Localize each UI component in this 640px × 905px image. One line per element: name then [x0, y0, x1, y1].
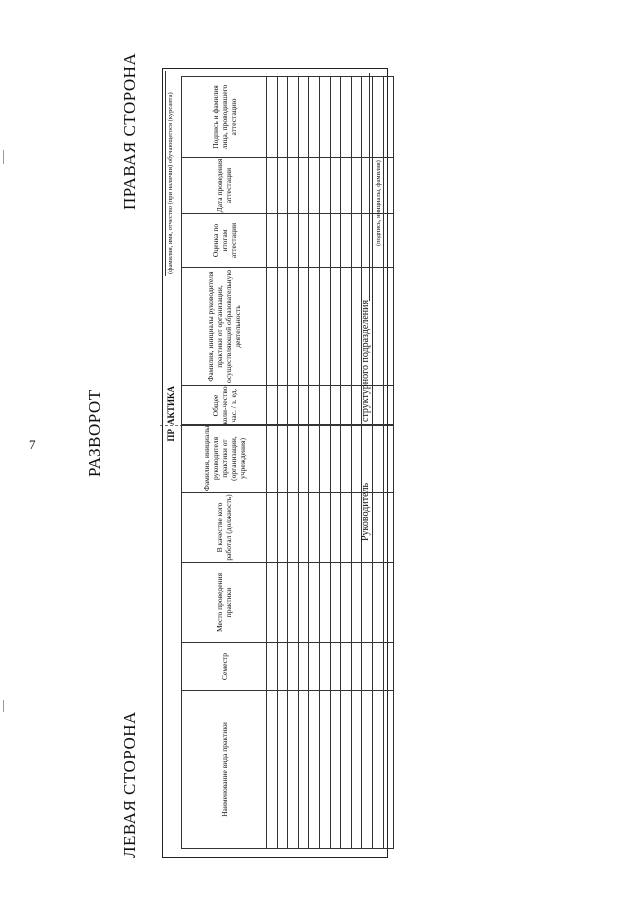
right-table-cell — [277, 386, 288, 426]
left-table-cell — [298, 643, 309, 691]
left-table-cell — [309, 425, 320, 493]
left-table-cell — [298, 493, 309, 563]
left-table-cell — [267, 691, 278, 849]
right-table-cell — [341, 386, 352, 426]
left-table-cell — [309, 691, 320, 849]
left-table-cell — [277, 691, 288, 849]
left-table-row — [341, 425, 352, 849]
left-table-cell — [267, 563, 278, 643]
right-table-cell — [309, 268, 320, 386]
right-table-cell — [267, 77, 278, 158]
left-table-cell — [362, 563, 373, 643]
right-table-cell — [288, 386, 299, 426]
col-total-hours: Общее коли-чество час. / з. ед. — [182, 386, 267, 426]
left-table-cell — [383, 425, 394, 493]
col-grade: Оценка по итогам аттестации — [182, 214, 267, 268]
right-side-title: ПРАВАЯ СТОРОНА — [120, 52, 139, 210]
student-caption: (фамилия, имя, отчество (при наличии) обучающегося (курсанта) — [167, 92, 174, 274]
left-table-row — [372, 425, 383, 849]
signature-caption: (подпись, инициалы, фамилия) — [375, 160, 382, 246]
left-table-cell — [277, 493, 288, 563]
right-table-cell — [372, 268, 383, 386]
left-table-cell — [277, 643, 288, 691]
col-org-supervisor: Фамилия, инициалы руководителя практики от (организации, учреждения) — [182, 425, 267, 493]
left-table-cell — [330, 563, 341, 643]
right-table-row — [330, 77, 341, 426]
right-table-cell — [372, 77, 383, 158]
left-table-cell — [267, 493, 278, 563]
spread-title: РАЗВОРОТ — [85, 389, 104, 477]
left-table-cell — [309, 643, 320, 691]
col-attestation-signature: Подпись и фамилия лица, проводившего аттестацию — [182, 77, 267, 158]
right-table-cell — [383, 386, 394, 426]
left-table-cell — [288, 493, 299, 563]
right-table-row — [372, 77, 383, 426]
left-page-frame — [162, 425, 388, 858]
right-table-cell — [288, 214, 299, 268]
left-table-cell — [330, 425, 341, 493]
left-table-cell — [372, 691, 383, 849]
right-table-cell — [341, 77, 352, 158]
page-number: 7 — [29, 437, 36, 452]
left-table-cell — [383, 691, 394, 849]
right-table-cell — [383, 158, 394, 214]
right-table-cell — [319, 268, 330, 386]
right-table-cell — [383, 214, 394, 268]
right-table-cell — [267, 386, 278, 426]
left-table-cell — [319, 493, 330, 563]
left-table-cell — [341, 425, 352, 493]
left-table-cell — [372, 643, 383, 691]
left-table-row — [309, 425, 320, 849]
left-table-cell — [288, 425, 299, 493]
right-table-cell — [341, 158, 352, 214]
footer-unit-text: структурного подразделения — [360, 299, 371, 422]
left-table-cell — [330, 643, 341, 691]
left-table-cell — [288, 643, 299, 691]
left-table-cell — [267, 643, 278, 691]
right-table-cell — [267, 214, 278, 268]
left-table-cell — [319, 563, 330, 643]
right-table-cell — [277, 158, 288, 214]
right-table-cell — [319, 386, 330, 426]
right-table-cell — [277, 268, 288, 386]
right-table-cell — [309, 214, 320, 268]
right-table-row — [319, 77, 330, 426]
left-table-cell — [319, 643, 330, 691]
right-table-cell — [351, 214, 362, 268]
right-table-row — [288, 77, 299, 426]
left-table-cell — [341, 563, 352, 643]
left-table-cell — [298, 425, 309, 493]
right-table-cell — [362, 77, 373, 158]
right-table-cell — [309, 77, 320, 158]
left-table-cell — [298, 563, 309, 643]
left-table-row — [277, 425, 288, 849]
left-table-cell — [341, 691, 352, 849]
col-edu-supervisor: Фамилия, инициалы руководителя практики от организации, осуществляющей образовательную деятельность — [182, 268, 267, 386]
right-table-cell — [309, 386, 320, 426]
right-table-row — [309, 77, 320, 426]
left-table-cell — [383, 493, 394, 563]
right-table-cell — [288, 158, 299, 214]
section-title-left: ПР — [166, 429, 176, 442]
left-table-cell — [309, 563, 320, 643]
left-table-cell — [362, 643, 373, 691]
right-table-row — [298, 77, 309, 426]
left-table-cell — [319, 425, 330, 493]
col-position: В качестве кого работал (должность) — [182, 493, 267, 563]
right-table-row — [267, 77, 278, 426]
left-table-header-row — [182, 425, 267, 849]
right-table-cell — [298, 386, 309, 426]
right-table-cell — [267, 158, 278, 214]
right-table-cell — [383, 77, 394, 158]
right-table-cell — [351, 77, 362, 158]
right-table-cell — [330, 158, 341, 214]
right-table-cell — [330, 77, 341, 158]
left-table-cell — [277, 563, 288, 643]
right-table-row — [383, 77, 394, 426]
right-table-cell — [319, 77, 330, 158]
right-table-cell — [267, 268, 278, 386]
right-table-cell — [330, 268, 341, 386]
left-table-cell — [288, 691, 299, 849]
right-table-cell — [372, 386, 383, 426]
left-table-row — [298, 425, 309, 849]
left-table-row — [267, 425, 278, 849]
left-table-cell — [319, 691, 330, 849]
left-table-cell — [341, 643, 352, 691]
col-practice-type: Наименование вида практики — [182, 691, 267, 849]
left-table-cell — [330, 691, 341, 849]
margin-mark — [3, 700, 4, 712]
left-table-cell — [309, 493, 320, 563]
left-table-cell — [372, 563, 383, 643]
left-table-cell — [330, 493, 341, 563]
left-table-cell — [351, 643, 362, 691]
left-table-cell — [288, 563, 299, 643]
left-side-title: ЛЕВАЯ СТОРОНА — [120, 711, 139, 858]
right-table-cell — [383, 268, 394, 386]
left-table-cell — [341, 493, 352, 563]
col-attestation-date: Дата проведения аттестации — [182, 158, 267, 214]
left-table-cell — [267, 425, 278, 493]
right-table-cell — [330, 386, 341, 426]
section-title-right: АКТИКА — [166, 385, 176, 425]
right-table-cell — [351, 158, 362, 214]
signature-line — [369, 73, 370, 301]
right-page-frame — [162, 68, 388, 426]
right-table-cell — [298, 268, 309, 386]
left-table-cell — [383, 563, 394, 643]
left-table-row — [383, 425, 394, 849]
right-table-cell — [319, 214, 330, 268]
left-table-row — [330, 425, 341, 849]
left-table-cell — [351, 563, 362, 643]
right-table-cell — [319, 158, 330, 214]
right-table-row — [277, 77, 288, 426]
col-practice-place: Место проведения практики — [182, 563, 267, 643]
right-table-cell — [362, 158, 373, 214]
left-table-cell — [298, 691, 309, 849]
left-table-cell — [362, 691, 373, 849]
right-table-cell — [277, 214, 288, 268]
right-table-cell — [288, 77, 299, 158]
right-table-cell — [277, 77, 288, 158]
footer-head-word: Руководитель — [360, 482, 371, 541]
right-table-cell — [341, 268, 352, 386]
right-table-cell — [309, 158, 320, 214]
left-table-cell — [383, 643, 394, 691]
col-semester: Семестр — [182, 643, 267, 691]
right-table-cell — [288, 268, 299, 386]
left-table-cell — [372, 493, 383, 563]
left-table-row — [319, 425, 330, 849]
right-table-cell — [298, 214, 309, 268]
right-table-cell — [298, 158, 309, 214]
left-table-cell — [277, 425, 288, 493]
right-table-cell — [330, 214, 341, 268]
student-name-line — [165, 71, 166, 276]
left-table-cell — [372, 425, 383, 493]
left-table-cell — [351, 691, 362, 849]
right-table-header-row — [182, 77, 267, 426]
right-table-cell — [362, 214, 373, 268]
right-table-cell — [298, 77, 309, 158]
right-table-row — [341, 77, 352, 426]
right-table-cell — [341, 214, 352, 268]
margin-mark — [3, 150, 4, 164]
left-table-row — [288, 425, 299, 849]
